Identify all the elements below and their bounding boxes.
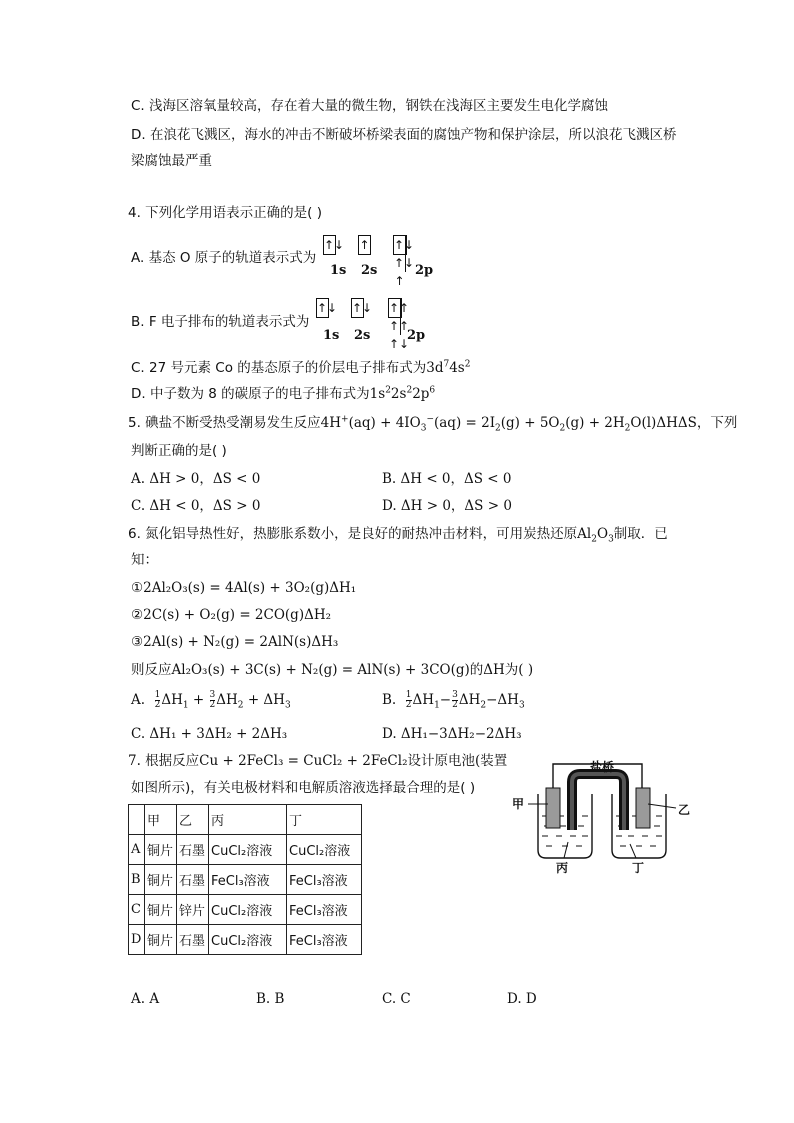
left-solution-label: 丙 [556, 861, 569, 875]
table-cell: A [129, 835, 145, 865]
table-row [129, 925, 362, 955]
q6-stem-line2: 知： [131, 552, 158, 568]
orbital-cell: ↑↓ [389, 337, 410, 351]
q5-reaction: $4H^+(aq) + 4IO_3^-(aq) = 2I_2(g) + 5O_2(g) + 2H_2O(l)\Delta H\Delta S$ [320, 414, 697, 434]
table-cell: 铜片 [145, 925, 177, 955]
q7-table [128, 804, 362, 955]
q6-option-c: C. ΔH₁ + 3ΔH₂ + 2ΔH₃ [131, 726, 288, 742]
q6-equation-1: ①2Al₂O₃(s) = 4Al(s) + 3O₂(g)ΔH₁ [131, 580, 357, 596]
q5-option-c: C. ΔH < 0，ΔS > 0 [131, 498, 261, 514]
orbital-box-2s [351, 298, 373, 318]
orbital-cell: ↑↑ [389, 301, 410, 315]
q3-option-d-line2: 梁腐蚀最严重 [131, 153, 212, 169]
table-cell: FeCl₃溶液 [287, 895, 362, 925]
orbital-cell: ↑↓ [394, 238, 415, 252]
right-solution-label: 丁 [632, 861, 645, 875]
salt-bridge-label: 盐桥 [590, 760, 615, 774]
left-electrode [546, 788, 560, 828]
q7-stem-line1: 7. 根据反应Cu + 2FeCl₃ = CuCl₂ + 2FeCl₂设计原电池(装置 [128, 753, 508, 769]
orbital-box-1s [316, 298, 338, 318]
q4-stem: 4. 下列化学用语表示正确的是( ) [128, 205, 322, 221]
q6-question: 则反应Al₂O₃(s) + 3C(s) + N₂(g) = AlN(s) + 3CO(g)的ΔH为( ) [131, 662, 534, 678]
orbital-label: 2p [415, 263, 434, 278]
orbital-box-2p [388, 298, 410, 351]
table-cell [129, 805, 145, 835]
orbital-label: 2p [407, 328, 426, 343]
salt-bridge-inner [572, 774, 624, 830]
table-cell: FeCl₃溶液 [287, 865, 362, 895]
table-row [129, 835, 362, 865]
left-electrode-label: 甲 [512, 797, 525, 811]
q7-answer-d: D. D [507, 991, 537, 1007]
table-cell: FeCl₃溶液 [209, 865, 287, 895]
orbital-label: 2s [354, 328, 371, 343]
galvanic-cell-diagram [508, 758, 704, 876]
table-cell: 石墨 [177, 835, 209, 865]
q6-equation-3: ③2Al(s) + N₂(g) = 2AlN(s)ΔH₃ [131, 634, 339, 650]
q5-stem-line1: 5. 碘盐不断受热受潮易发生反应$4H^+(aq) + 4IO_3^-(aq) = 2I_2(g) + 5O_2(g) + 2H_2O(l)\Delta H\Delta S$，下列 [128, 414, 738, 434]
q4-option-a: A. 基态 O 原子的轨道表示式为 [131, 250, 317, 266]
q6-stem-line1: 6. 氮化铝导热性好，热膨胀系数小，是良好的耐热冲击材料，可用炭热还原$Al_2O_3$制取．已 [128, 526, 668, 545]
orbital-box-2s [358, 235, 371, 255]
orbital-cell: ↑↓ [352, 301, 373, 315]
q7-answer-c: C. C [382, 991, 411, 1007]
table-cell: FeCl₃溶液 [287, 925, 362, 955]
orbital-cell: ↑↓ [394, 256, 415, 270]
q7-stem-line2: 如图所示)，有关电极材料和电解质溶液选择最合理的是( ) [131, 780, 476, 796]
q3-option-c: C. 浅海区溶氧量较高，存在着大量的微生物，钢铁在浅海区主要发生电化学腐蚀 [131, 98, 609, 114]
table-cell: 甲 [145, 805, 177, 835]
orbital-cell: ↑↑ [389, 319, 410, 333]
table-cell: CuCl₂溶液 [287, 835, 362, 865]
table-row [129, 865, 362, 895]
table-cell: 丙 [209, 805, 287, 835]
table-cell: CuCl₂溶液 [209, 895, 287, 925]
table-header-row [129, 805, 362, 835]
q5-option-a: A. ΔH > 0，ΔS < 0 [131, 471, 261, 487]
table-cell: 石墨 [177, 865, 209, 895]
orbital-cell: ↑↓ [324, 238, 345, 252]
q4-option-c: C. 27 号元素 Co 的基态原子的价层电子排布式为$3d^74s^2$ [131, 359, 471, 376]
table-cell: CuCl₂溶液 [209, 835, 287, 865]
right-electrode [636, 788, 650, 828]
orbital-box-1s [323, 235, 345, 255]
table-cell: D [129, 925, 145, 955]
q5-stem-line2: 判断正确的是( ) [131, 443, 227, 459]
q7-answer-a: A. A [131, 991, 160, 1007]
table-cell: 乙 [177, 805, 209, 835]
orbital-label: 1s [323, 328, 340, 343]
q6-option-b: B. $\frac{1}{2}$ $\Delta H_1-$ $\frac{3}{2}$ $\Delta H_2-\Delta H_3$ [382, 690, 525, 711]
q4-option-b: B. F 电子排布的轨道表示式为 [131, 314, 310, 330]
q4-option-d: D. 中子数为 8 的碳原子的电子排布式为$1s^22s^22p^6$ [131, 385, 436, 402]
table-cell: B [129, 865, 145, 895]
orbital-cell: ↑ [394, 274, 405, 288]
orbital-cell: ↑↓ [317, 301, 338, 315]
orbital-box-2p [393, 235, 415, 288]
table-cell: 石墨 [177, 925, 209, 955]
table-cell: 铜片 [145, 895, 177, 925]
q7-answer-b: B. B [256, 991, 285, 1007]
table-row [129, 895, 362, 925]
q5-option-d: D. ΔH > 0，ΔS > 0 [382, 498, 512, 514]
right-electrode-label: 乙 [678, 803, 691, 817]
table-cell: C [129, 895, 145, 925]
table-cell: 铜片 [145, 835, 177, 865]
table-cell: 锌片 [177, 895, 209, 925]
table-cell: CuCl₂溶液 [209, 925, 287, 955]
q6-option-d: D. ΔH₁−3ΔH₂−2ΔH₃ [382, 726, 522, 742]
orbital-label: 1s [330, 263, 347, 278]
q3-option-d-line1: D. 在浪花飞溅区，海水的冲击不断破坏桥梁表面的腐蚀产物和保护涂层，所以浪花飞溅区桥 [131, 127, 677, 143]
orbital-label: 2s [361, 263, 378, 278]
q6-equation-2: ②2C(s) + O₂(g) = 2CO(g)ΔH₂ [131, 607, 332, 623]
salt-bridge [572, 774, 624, 830]
table-cell: 铜片 [145, 865, 177, 895]
orbital-cell: ↑ [359, 238, 370, 252]
q5-option-b: B. ΔH < 0，ΔS < 0 [382, 471, 512, 487]
q6-option-a: A. $\frac{1}{2}$ $\Delta H_1$ + $\frac{3}{2}$ $\Delta H_2 + \Delta H_3$ [131, 690, 291, 711]
table-cell: 丁 [287, 805, 362, 835]
